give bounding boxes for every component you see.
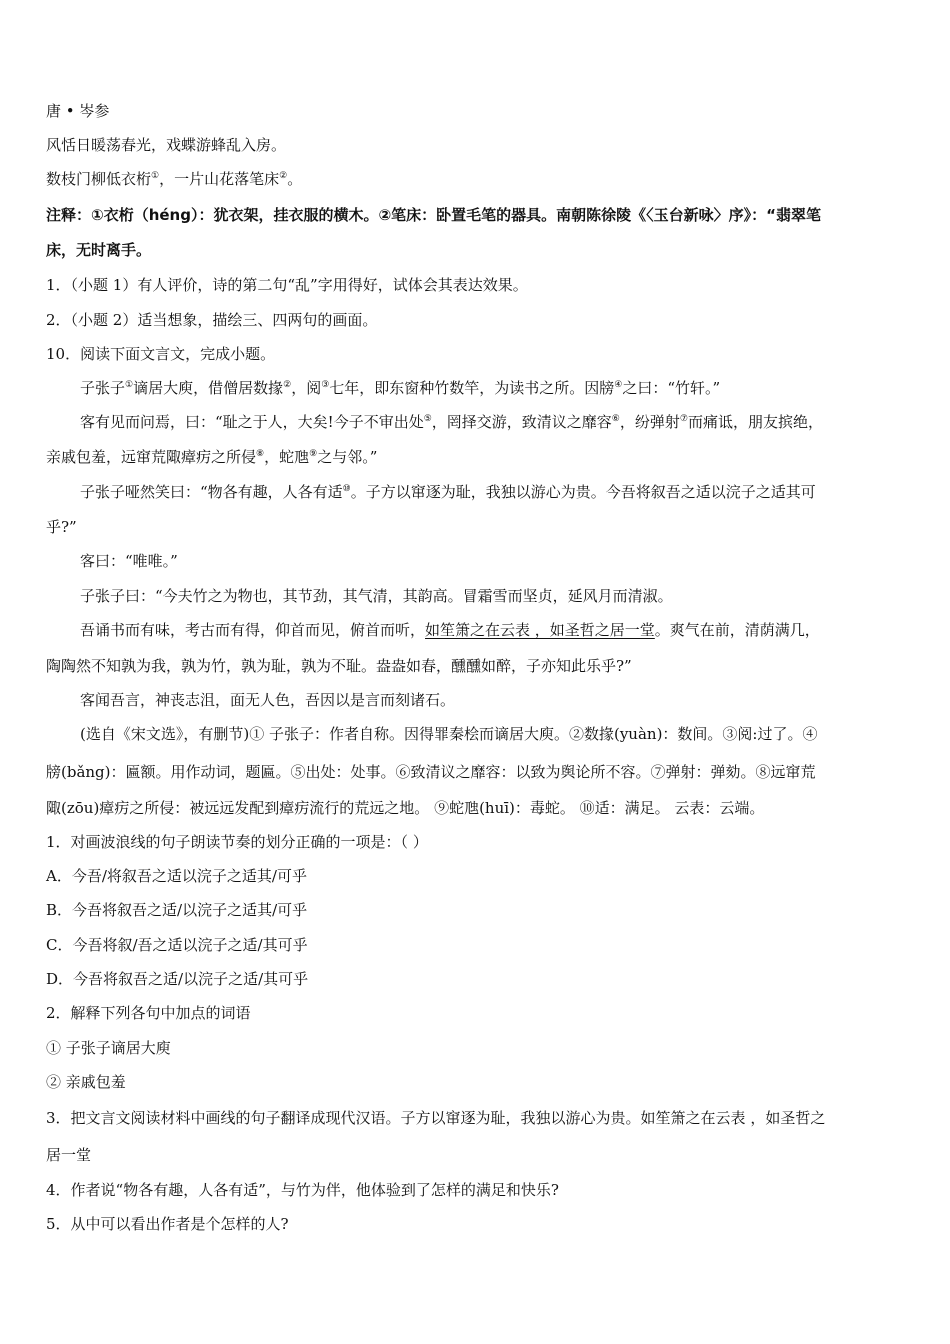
source-notes-line-3: 陬(zōu)瘴疠之所侵：被远远发配到瘴疠流行的荒远之地。 ⑨蛇虺(huī)：毒蛇。 ⑩适：满足。 云表：云端。 [46,799,765,817]
q9-item-2: 2．（小题 2）适当想象，描绘三、四两句的画面。 [46,311,378,329]
passage-paragraph-4: 客曰：“唯唯。” [80,552,178,570]
underlined-sentence: 如笙箫之在云表 ，如圣哲之居一堂 [425,621,655,639]
question-3-cont: 居一堂 [46,1146,92,1164]
footnote-mark-1: ① [151,171,160,181]
question-2: 2．解释下列各句中加点的词语 [46,1004,251,1022]
poem-line-1: 风恬日暖荡春光，戏蝶游蜂乱入房。 [46,136,287,154]
source-notes-line-2: 牓(bǎng)：匾额。用作动词，题匾。⑤出处：处事。⑥致清议之靡容：以致为舆论所不容。⑦弹射：弹劾。⑧远窜荒 [46,763,816,781]
question-2-item-1: ① 子张子谪居大庾 [46,1039,171,1057]
option-a: A．今吾/将叙吾之适以浣子之适其/可乎 [46,867,307,885]
question-4: 4．作者说“物各有趣，人各有适”，与竹为伴，他体验到了怎样的满足和快乐? [46,1181,559,1199]
passage-paragraph-7: 客闻吾言，神丧志沮，面无人色，吾因以是言而刻诸石。 [80,691,456,709]
poem-notes-line-1: 注释：①衣桁（héng）：犹衣架，挂衣服的横木。②笔床：卧置毛笔的器具。南朝陈徐陵《〈玉台新咏〉序》：“翡翠笔 [46,206,822,224]
passage-paragraph-2: 客有见而问焉，曰：“耻之于人，大矣!今子不审出处⑤，罔择交游，致清议之靡容⑥，纷弹射⑦而痛诋，朋友摈绝， [80,413,823,431]
passage-paragraph-3: 子张子哑然笑曰：“物各有趣，人各有适⑩。子方以窜逐为耻，我独以游心为贵。今吾将叙吾之适以浣子之适其可 [80,483,816,501]
question-2-item-2: ② 亲戚包羞 [46,1073,126,1091]
question-5: 5．从中可以看出作者是个怎样的人? [46,1215,289,1233]
passage-paragraph-5: 子张子曰：“今夫竹之为物也，其节劲，其气清，其韵高。冒霜雪而坚贞，延风月而清淑。 [80,587,673,605]
question-1: 1．对画波浪线的句子朗读节奏的划分正确的一项是：（ ） [46,833,428,851]
poem-notes-line-2: 床，无时离手。 [46,241,152,259]
option-d: D．今吾将叙吾之适/以浣子之适/其可乎 [46,970,309,988]
q9-item-1: 1．（小题 1）有人评价，诗的第二句“乱”字用得好，试体会其表达效果。 [46,276,528,294]
passage-paragraph-1: 子张子①谪居大庾，借僧居数掾②，阅③七年，即东窗种竹数竿，为读书之所。因牓④之曰：“竹轩。” [80,379,721,397]
option-c: C．今吾将叙/吾之适以浣子之适/其可乎 [46,936,308,954]
poem-line-2: 数枝门柳低衣桁①，一片山花落笔床②。 [46,170,303,188]
option-b: B．今吾将叙吾之适/以浣子之适其/可乎 [46,901,308,919]
question-3: 3．把文言文阅读材料中画线的句子翻译成现代汉语。子方以窜逐为耻，我独以游心为贵。如笙箫之在云表 ，如圣哲之 [46,1109,826,1127]
footnote-mark-2: ② [279,171,288,181]
source-notes-line-1: (选自《宋文选》，有删节)① 子张子：作者自称。因得罪秦桧而谪居大庾。②数掾(yuàn)：数间。③阅:过了。④ [80,725,818,743]
passage-paragraph-6-cont: 陶陶然不知孰为我，孰为竹，孰为耻，孰为不耻。盎盎如春，醺醺如醉，子亦知此乐乎?” [46,657,632,675]
passage-paragraph-2-cont: 亲戚包羞，远窜荒陬瘴疠之所侵⑧，蛇虺⑨之与邻。” [46,448,378,466]
passage-paragraph-3-cont: 乎?” [46,518,77,536]
q10-title: 10．阅读下面文言文，完成小题。 [46,345,276,363]
poem-author: 唐 • 岑参 [46,102,110,120]
passage-paragraph-6: 吾诵书而有味，考古而有得，仰首而见，俯首而听，如笙箫之在云表 ，如圣哲之居一堂。爽气在前，清荫满几， [80,621,820,639]
